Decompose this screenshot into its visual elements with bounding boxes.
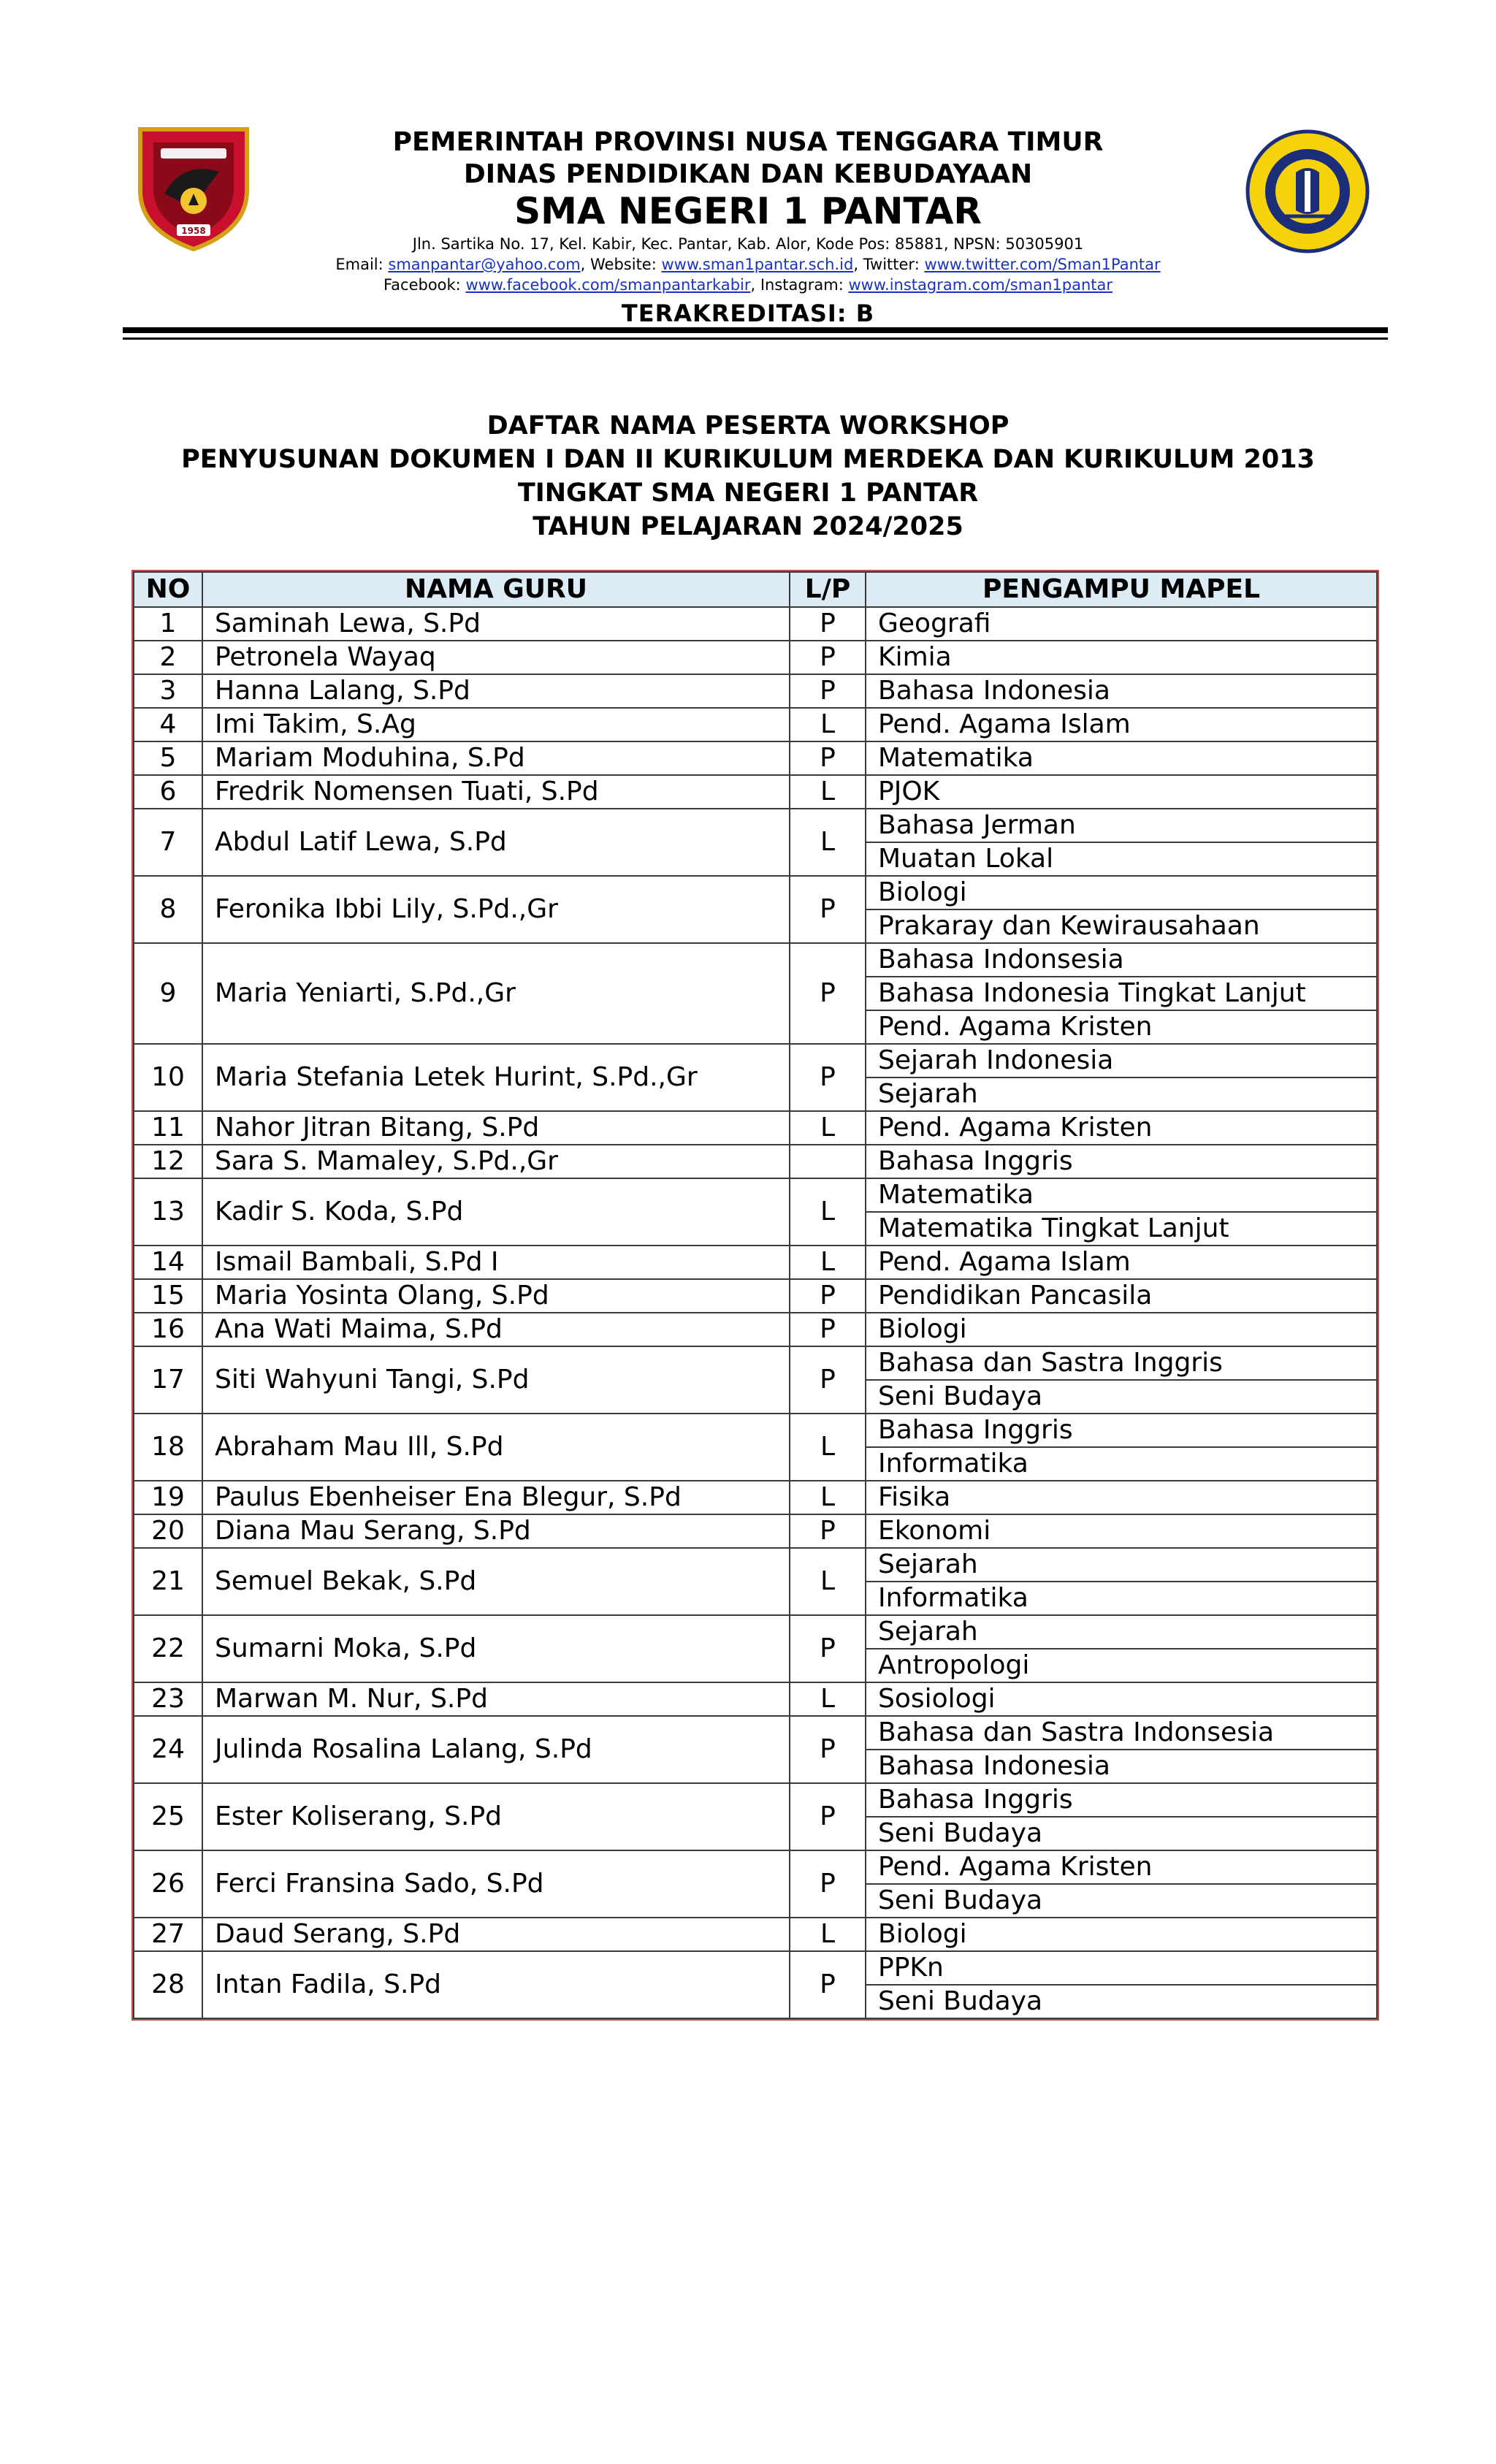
row-number: 3 <box>134 674 202 708</box>
subject-cell: Informatika <box>866 1582 1377 1615</box>
row-number: 10 <box>134 1044 202 1111</box>
subject-cell: Sosiologi <box>866 1682 1377 1716</box>
row-number: 4 <box>134 708 202 741</box>
title-line: TAHUN PELAJARAN 2024/2025 <box>533 512 963 541</box>
table-row <box>134 943 1377 977</box>
subject-cell: Bahasa Indonesia <box>866 1750 1377 1783</box>
teacher-name: Hanna Lalang, S.Pd <box>202 674 790 708</box>
subject-cell: Informatika <box>866 1447 1377 1481</box>
subject-cell: PJOK <box>866 775 1377 809</box>
title-line: PENYUSUNAN DOKUMEN I DAN II KURIKULUM MERDEKA DAN KURIKULUM 2013 <box>181 445 1315 474</box>
row-number: 7 <box>134 809 202 876</box>
subject-cell: Biologi <box>866 1313 1377 1346</box>
teacher-name: Ferci Fransina Sado, S.Pd <box>202 1850 790 1918</box>
row-number: 15 <box>134 1279 202 1313</box>
subject-cell: Biologi <box>866 876 1377 909</box>
subject-cell: Muatan Lokal <box>866 842 1377 876</box>
subject-cell: Seni Budaya <box>866 1985 1377 2018</box>
twitter-link[interactable]: www.twitter.com/Sman1Pantar <box>924 256 1161 273</box>
subject-cell: Bahasa Inggris <box>866 1145 1377 1178</box>
row-number: 23 <box>134 1682 202 1716</box>
table-header-row <box>134 572 1377 607</box>
teacher-name: Semuel Bekak, S.Pd <box>202 1548 790 1615</box>
table-row <box>134 607 1377 641</box>
website-link[interactable]: www.sman1pantar.sch.id <box>661 256 854 273</box>
letterhead <box>0 0 1496 343</box>
table-row <box>134 1514 1377 1548</box>
table-row <box>134 1313 1377 1346</box>
subject-cell: Sejarah Indonesia <box>866 1044 1377 1077</box>
teacher-name: Ester Koliserang, S.Pd <box>202 1783 790 1850</box>
teacher-gender: P <box>790 607 866 641</box>
subject-cell: Sejarah <box>866 1548 1377 1582</box>
subject-cell: Seni Budaya <box>866 1817 1377 1850</box>
table-body <box>134 607 1377 2018</box>
email-link[interactable]: smanpantar@yahoo.com <box>388 256 581 273</box>
row-number: 25 <box>134 1783 202 1850</box>
subject-cell: Bahasa dan Sastra Inggris <box>866 1346 1377 1380</box>
table-row <box>134 741 1377 775</box>
school-name: SMA NEGERI 1 PANTAR <box>514 190 982 232</box>
table-row <box>134 1279 1377 1313</box>
teacher-gender: L <box>790 1246 866 1279</box>
row-number: 17 <box>134 1346 202 1414</box>
subject-cell: Pend. Agama Islam <box>866 708 1377 741</box>
teacher-name: Diana Mau Serang, S.Pd <box>202 1514 790 1548</box>
row-number: 6 <box>134 775 202 809</box>
teacher-name: Intan Fadila, S.Pd <box>202 1951 790 2018</box>
subject-cell: Pendidikan Pancasila <box>866 1279 1377 1313</box>
subject-cell: Antropologi <box>866 1649 1377 1682</box>
table-row <box>134 1346 1377 1380</box>
column-header-gender: L/P <box>790 572 866 607</box>
government-name: PEMERINTAH PROVINSI NUSA TENGGARA TIMUR <box>392 127 1104 157</box>
teacher-name: Ana Wati Maima, S.Pd <box>202 1313 790 1346</box>
subject-cell: Bahasa Inggris <box>866 1414 1377 1447</box>
education-seal-icon <box>1245 129 1370 254</box>
teacher-name: Maria Yeniarti, S.Pd.,Gr <box>202 943 790 1044</box>
row-number: 5 <box>134 741 202 775</box>
title-line: DAFTAR NAMA PESERTA WORKSHOP <box>486 411 1010 440</box>
title-line: TINGKAT SMA NEGERI 1 PANTAR <box>517 478 979 508</box>
contact-line: Email: smanpantar@yahoo.com, Website: www.sman1pantar.sch.id, Twitter: www.twitter.com/Sman1Pantar <box>335 256 1161 273</box>
subject-cell: Seni Budaya <box>866 1380 1377 1414</box>
subject-cell: Pend. Agama Kristen <box>866 1010 1377 1044</box>
teacher-gender: P <box>790 1279 866 1313</box>
row-number: 11 <box>134 1111 202 1145</box>
subject-cell: Seni Budaya <box>866 1884 1377 1918</box>
row-number: 14 <box>134 1246 202 1279</box>
teacher-name: Mariam Moduhina, S.Pd <box>202 741 790 775</box>
subject-cell: Geografi <box>866 607 1377 641</box>
table-row <box>134 809 1377 842</box>
teacher-gender: L <box>790 708 866 741</box>
teacher-name: Saminah Lewa, S.Pd <box>202 607 790 641</box>
table-row <box>134 876 1377 909</box>
row-number: 26 <box>134 1850 202 1918</box>
row-number: 22 <box>134 1615 202 1682</box>
teacher-gender <box>790 1145 866 1178</box>
table-row <box>134 1850 1377 1884</box>
school-address: Jln. Sartika No. 17, Kel. Kabir, Kec. Pantar, Kab. Alor, Kode Pos: 85881, NPSN: 50305901 <box>412 235 1084 253</box>
row-number: 21 <box>134 1548 202 1615</box>
teacher-gender: L <box>790 809 866 876</box>
row-number: 24 <box>134 1716 202 1783</box>
subject-cell: Biologi <box>866 1918 1377 1951</box>
row-number: 12 <box>134 1145 202 1178</box>
subject-cell: Bahasa Indonsesia <box>866 943 1377 977</box>
table-row <box>134 1951 1377 1985</box>
subject-cell: Prakaray dan Kewirausahaan <box>866 909 1377 943</box>
table-row <box>134 1548 1377 1582</box>
teacher-gender: P <box>790 876 866 943</box>
teacher-name: Julinda Rosalina Lalang, S.Pd <box>202 1716 790 1783</box>
teacher-gender: P <box>790 741 866 775</box>
teacher-name: Fredrik Nomensen Tuati, S.Pd <box>202 775 790 809</box>
teacher-gender: P <box>790 1716 866 1783</box>
instagram-link[interactable]: www.instagram.com/sman1pantar <box>848 276 1113 294</box>
teacher-name: Nahor Jitran Bitang, S.Pd <box>202 1111 790 1145</box>
table-row <box>134 674 1377 708</box>
table-row <box>134 1178 1377 1212</box>
subject-cell: Pend. Agama Islam <box>866 1246 1377 1279</box>
teacher-gender: L <box>790 1414 866 1481</box>
teacher-gender: P <box>790 1313 866 1346</box>
teacher-gender: P <box>790 1514 866 1548</box>
teacher-name: Ismail Bambali, S.Pd I <box>202 1246 790 1279</box>
table-row <box>134 775 1377 809</box>
table-row <box>134 1481 1377 1514</box>
teacher-name: Petronela Wayaq <box>202 641 790 674</box>
crest-year: 1958 <box>181 226 206 236</box>
subject-cell: Kimia <box>866 641 1377 674</box>
document-titles <box>0 409 1496 543</box>
subject-cell: Sejarah <box>866 1077 1377 1111</box>
header-rule-thin <box>123 337 1388 340</box>
subject-cell: Matematika <box>866 741 1377 775</box>
table-row <box>134 1615 1377 1649</box>
subject-cell: Bahasa Inggris <box>866 1783 1377 1817</box>
teacher-gender: P <box>790 1615 866 1682</box>
teacher-name: Paulus Ebenheiser Ena Blegur, S.Pd <box>202 1481 790 1514</box>
teacher-name: Daud Serang, S.Pd <box>202 1918 790 1951</box>
subject-cell: Fisika <box>866 1481 1377 1514</box>
teacher-name: Abraham Mau Ill, S.Pd <box>202 1414 790 1481</box>
participant-table <box>133 571 1378 2019</box>
table-row <box>134 1682 1377 1716</box>
table-row <box>134 708 1377 741</box>
teacher-name: Marwan M. Nur, S.Pd <box>202 1682 790 1716</box>
teacher-gender: P <box>790 943 866 1044</box>
subject-cell: Matematika Tingkat Lanjut <box>866 1212 1377 1246</box>
teacher-gender: P <box>790 1850 866 1918</box>
teacher-gender: L <box>790 1178 866 1246</box>
row-number: 1 <box>134 607 202 641</box>
teacher-name: Siti Wahyuni Tangi, S.Pd <box>202 1346 790 1414</box>
table-row <box>134 641 1377 674</box>
teacher-gender: L <box>790 1682 866 1716</box>
table-row <box>134 1414 1377 1447</box>
facebook-link[interactable]: www.facebook.com/smanpantarkabir <box>465 276 751 294</box>
teacher-gender: L <box>790 1481 866 1514</box>
teacher-name: Sara S. Mamaley, S.Pd.,Gr <box>202 1145 790 1178</box>
teacher-gender: P <box>790 1346 866 1414</box>
subject-cell: Pend. Agama Kristen <box>866 1111 1377 1145</box>
teacher-name: Maria Stefania Letek Hurint, S.Pd.,Gr <box>202 1044 790 1111</box>
table-row <box>134 1783 1377 1817</box>
table-row <box>134 1246 1377 1279</box>
table-row <box>134 1716 1377 1750</box>
teacher-gender: P <box>790 641 866 674</box>
teacher-name: Maria Yosinta Olang, S.Pd <box>202 1279 790 1313</box>
teacher-name: Kadir S. Koda, S.Pd <box>202 1178 790 1246</box>
row-number: 9 <box>134 943 202 1044</box>
table-row <box>134 1918 1377 1951</box>
row-number: 28 <box>134 1951 202 2018</box>
teacher-name: Imi Takim, S.Ag <box>202 708 790 741</box>
row-number: 8 <box>134 876 202 943</box>
subject-cell: Ekonomi <box>866 1514 1377 1548</box>
subject-cell: Bahasa Indonesia Tingkat Lanjut <box>866 977 1377 1010</box>
subject-cell: Bahasa Jerman <box>866 809 1377 842</box>
department-name: DINAS PENDIDIKAN DAN KEBUDAYAAN <box>463 159 1033 189</box>
subject-cell: Bahasa Indonesia <box>866 674 1377 708</box>
teacher-name: Feronika Ibbi Lily, S.Pd.,Gr <box>202 876 790 943</box>
subject-cell: Pend. Agama Kristen <box>866 1850 1377 1884</box>
column-header-name: NAMA GURU <box>202 572 790 607</box>
teacher-gender: P <box>790 674 866 708</box>
table-row <box>134 1044 1377 1077</box>
teacher-gender: L <box>790 1548 866 1615</box>
teacher-name: Abdul Latif Lewa, S.Pd <box>202 809 790 876</box>
row-number: 27 <box>134 1918 202 1951</box>
subject-cell: PPKn <box>866 1951 1377 1985</box>
teacher-gender: P <box>790 1044 866 1111</box>
accreditation-label: TERAKREDITASI: B <box>621 300 875 327</box>
table-row <box>134 1111 1377 1145</box>
column-header-no: NO <box>134 572 202 607</box>
teacher-gender: P <box>790 1783 866 1850</box>
teacher-name: Sumarni Moka, S.Pd <box>202 1615 790 1682</box>
row-number: 13 <box>134 1178 202 1246</box>
row-number: 19 <box>134 1481 202 1514</box>
social-line: Facebook: www.facebook.com/smanpantarkabir, Instagram: www.instagram.com/sman1pantar <box>383 276 1113 294</box>
subject-cell: Sejarah <box>866 1615 1377 1649</box>
row-number: 2 <box>134 641 202 674</box>
header-rule-thick <box>123 327 1388 333</box>
teacher-gender: P <box>790 1951 866 2018</box>
teacher-gender: L <box>790 1111 866 1145</box>
row-number: 16 <box>134 1313 202 1346</box>
row-number: 20 <box>134 1514 202 1548</box>
column-header-subject: PENGAMPU MAPEL <box>866 572 1377 607</box>
table-row <box>134 1145 1377 1178</box>
row-number: 18 <box>134 1414 202 1481</box>
teacher-gender: L <box>790 1918 866 1951</box>
teacher-gender: L <box>790 775 866 809</box>
subject-cell: Bahasa dan Sastra Indonsesia <box>866 1716 1377 1750</box>
subject-cell: Matematika <box>866 1178 1377 1212</box>
